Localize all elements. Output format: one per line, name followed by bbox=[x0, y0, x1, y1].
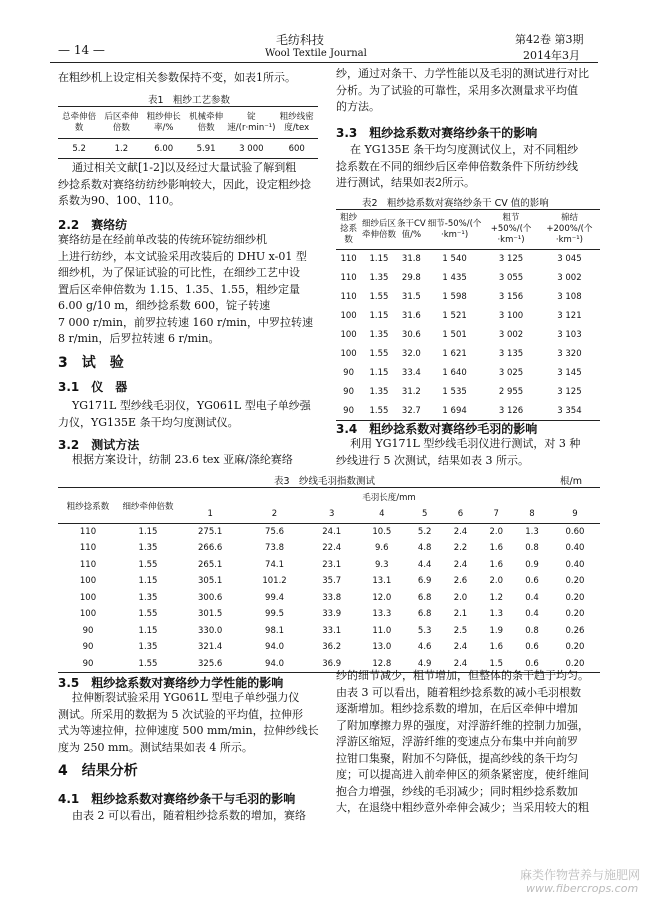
para8: 由表 2 可以看出，随着粗纱捻系数的增加，赛络 bbox=[72, 809, 306, 822]
table2-cell: 1 694 bbox=[442, 405, 467, 416]
para7-line: 拉伸断裂试验采用 YG061L 型电子单纱强力仪 bbox=[72, 691, 300, 704]
table3-cell: 2.4 bbox=[453, 658, 468, 669]
para2-line: 8 r/min，后罗拉转速 6 r/min。 bbox=[58, 332, 220, 345]
para2-line: 细纱机，为了保证试验的可比性，在细纱工艺中设 bbox=[58, 266, 300, 279]
table3-cell: 2.5 bbox=[453, 625, 468, 636]
table2-cell: 3 025 bbox=[498, 368, 524, 378]
table3-cell: 2.0 bbox=[489, 576, 503, 587]
table3-row bbox=[58, 590, 600, 607]
table2-cell: 1.15 bbox=[369, 254, 389, 265]
table3-cell: 23.1 bbox=[322, 559, 342, 570]
table3-cell: 0.6 bbox=[525, 642, 539, 653]
table2-header-cell: 细节-50%/(个·km⁻¹) bbox=[427, 218, 482, 240]
table3-cell: 33.8 bbox=[322, 592, 342, 603]
section-3-heading: 3 试 验 bbox=[58, 355, 124, 371]
table2-cell: 3 125 bbox=[498, 254, 524, 265]
table3-cell: 1.55 bbox=[138, 559, 158, 570]
table3-cell: 1.2 bbox=[489, 592, 503, 603]
para6-line: 纱线进行 5 次测试，结果如表 3 所示。 bbox=[336, 453, 529, 467]
table1-header-cell: 锭速/(r·min⁻¹) bbox=[227, 111, 276, 133]
table3-cell: 90 bbox=[82, 642, 94, 653]
table2-cell: 100 bbox=[340, 311, 357, 321]
para9-line: 拉钳口集聚，附加不匀降低，提高纱线的条干均匀 bbox=[336, 751, 578, 765]
table2-cell: 31.2 bbox=[401, 387, 421, 397]
table1-cell: 1.2 bbox=[114, 143, 129, 154]
table1-header-cell: 总牵伸倍数 bbox=[62, 111, 97, 133]
table2-cell: 1 540 bbox=[442, 254, 467, 265]
table3-row bbox=[58, 557, 600, 574]
para1-line: 通过相关文献[1-2]以及经过大量试验了解到粗 bbox=[72, 161, 297, 174]
table2-cell: 90 bbox=[343, 387, 354, 397]
table3-cell: 1.9 bbox=[489, 625, 503, 636]
table3-cell: 6.9 bbox=[417, 576, 432, 587]
table3-cell: 100 bbox=[79, 576, 97, 587]
table2-cell: 3 045 bbox=[557, 254, 582, 265]
issue-date: 2014年3月 bbox=[523, 49, 580, 62]
table2-cell: 1.35 bbox=[369, 330, 389, 340]
table2-cell: 3 100 bbox=[498, 311, 524, 321]
table3-row bbox=[58, 623, 600, 640]
watermark-url: www.fibercrops.com bbox=[526, 882, 639, 895]
table3-cell: 1.15 bbox=[138, 527, 158, 537]
table2-cell: 1 435 bbox=[442, 273, 467, 283]
table3-cell: 1.15 bbox=[138, 576, 158, 587]
table3-cell: 0.20 bbox=[565, 658, 585, 669]
table2-cell: 31.8 bbox=[401, 254, 421, 265]
table2-row bbox=[336, 364, 600, 383]
para1 bbox=[58, 160, 311, 210]
table1-header-cell: 机械牵伸倍数 bbox=[189, 111, 224, 133]
table3 bbox=[58, 487, 600, 673]
volume-issue: 第42卷 第3期 bbox=[515, 33, 584, 46]
table3-cell: 0.6 bbox=[525, 658, 539, 669]
table3-cell: 300.6 bbox=[198, 592, 223, 603]
table3-cell: 90 bbox=[82, 658, 94, 669]
para9-line: 由表 3 可以看出，随着粗纱捻系数的减小毛羽根数 bbox=[336, 685, 581, 699]
table2-cell: 1.55 bbox=[369, 349, 389, 359]
table2-header-cell: 棉结+200%/(个·km⁻¹) bbox=[546, 213, 593, 245]
table3-cell: 101.2 bbox=[262, 576, 287, 587]
table2-cell: 1.55 bbox=[369, 405, 389, 416]
table3-cell: 110 bbox=[79, 543, 97, 554]
para-top-line: 分析。为了试验的可靠性，采用多次测量求平均值 bbox=[336, 83, 578, 97]
table2-cell: 3 145 bbox=[557, 368, 582, 378]
table2-cell: 1 598 bbox=[442, 292, 467, 302]
table2-cell: 3 125 bbox=[557, 387, 582, 397]
para3 bbox=[58, 398, 311, 431]
table2-cell: 110 bbox=[340, 254, 357, 265]
table2-caption: 表2 粗纱捻系数对赛络纱条干 CV 值的影响 bbox=[362, 198, 549, 209]
para9-line: 抱合力增强，纱线的毛羽减少；同时粗纱捻系数加 bbox=[336, 784, 578, 798]
table3-cell: 110 bbox=[79, 527, 97, 537]
table3-cell: 275.1 bbox=[198, 527, 223, 537]
table3-cell: 75.6 bbox=[265, 527, 284, 537]
para7-line: 测试。所采用的数据为 5 次试验的平均值，拉伸形 bbox=[58, 707, 303, 721]
para9 bbox=[336, 668, 589, 817]
table2-cell: 3 108 bbox=[557, 292, 582, 302]
para9-line: 纱的细节减少，粗节增加，但整体的条干趋于均匀。 bbox=[336, 669, 589, 682]
section-4-1-heading: 4.1 粗纱捻系数对赛络纱条干与毛羽的影响 bbox=[58, 792, 296, 806]
table2-cell: 110 bbox=[340, 273, 357, 283]
table2-cell: 3 002 bbox=[557, 273, 582, 283]
table2-row bbox=[336, 288, 600, 307]
table3-cell: 110 bbox=[79, 559, 97, 570]
table2-cell: 32.0 bbox=[401, 349, 421, 359]
table2-row bbox=[336, 269, 600, 288]
para9-line: 浮游区缩短，浮游纤维的变速点分布集中并向前罗 bbox=[336, 735, 578, 748]
table3-length-header: 7 bbox=[493, 509, 499, 520]
table3-cell: 13.3 bbox=[372, 609, 392, 620]
table3-cell: 266.6 bbox=[198, 543, 223, 554]
table2-cell: 31.6 bbox=[401, 311, 421, 321]
table3-cell: 2.0 bbox=[489, 527, 503, 537]
page-number: — 14 — bbox=[58, 43, 105, 57]
table3-row bbox=[58, 540, 600, 557]
table3-cell: 0.9 bbox=[525, 559, 539, 570]
table3-cell: 12.0 bbox=[372, 592, 392, 603]
table2-cell: 3 320 bbox=[557, 349, 582, 359]
para5-line: 捻系数在不同的细纱后区牵伸倍数条件下所纺纱线 bbox=[336, 159, 578, 173]
para2-line: 置后区牵伸倍数为 1.15、1.35、1.55，粗纱定量 bbox=[58, 282, 300, 296]
table1-header-cell: 粗纱伸长率/% bbox=[146, 111, 181, 133]
table3-unit: 根/m bbox=[560, 476, 582, 487]
table3-cell: 1.3 bbox=[525, 527, 539, 537]
para3-line: 力仪，YG135E 条干均匀度测试仪。 bbox=[58, 415, 239, 429]
section-3-4-heading: 3.4 粗纱捻系数对赛络纱毛羽的影响 bbox=[336, 422, 538, 436]
para7-line: 式为等速拉伸，拉伸速度 500 mm/min，拉伸纱线长 bbox=[58, 724, 319, 737]
section-3-1-heading: 3.1 仪 器 bbox=[58, 380, 128, 394]
table3-cell: 1.6 bbox=[489, 642, 503, 653]
table2-row bbox=[336, 402, 600, 421]
table3-cell: 0.60 bbox=[565, 527, 585, 537]
table2-cell: 3 121 bbox=[557, 311, 582, 321]
table2-cell: 3 002 bbox=[498, 330, 524, 340]
section-3-3-heading: 3.3 粗纱捻系数对赛络纱条干的影响 bbox=[336, 126, 538, 140]
table2-cell: 1.35 bbox=[369, 387, 389, 397]
table2-cell: 32.7 bbox=[401, 405, 421, 416]
journal-title-en: Wool Textile Journal bbox=[265, 48, 367, 59]
table3-cell: 305.1 bbox=[198, 576, 223, 587]
table3-cell: 12.8 bbox=[372, 658, 392, 669]
table3-cell: 1.3 bbox=[489, 609, 503, 620]
table2-cell: 29.8 bbox=[401, 273, 421, 283]
table2-cell: 3 156 bbox=[498, 292, 524, 302]
table3-cell: 5.2 bbox=[417, 527, 432, 537]
para9-line: 大，在退绕中粗纱意外牵伸会减少；当采用较大的粗 bbox=[336, 801, 589, 814]
table2-header-cell: 细纱后区牵伸倍数 bbox=[361, 218, 396, 240]
table3-cell: 2.1 bbox=[453, 609, 468, 620]
table1 bbox=[58, 106, 318, 159]
table2 bbox=[336, 209, 600, 421]
table3-cell: 4.6 bbox=[417, 642, 432, 653]
table2-cell: 3 135 bbox=[498, 349, 524, 359]
table2-row bbox=[336, 345, 600, 364]
table3-cell: 0.20 bbox=[565, 609, 585, 620]
para7-line: 度为 250 mm。测试结果如表 4 所示。 bbox=[58, 740, 253, 754]
table2-cell: 1 621 bbox=[442, 349, 467, 359]
table3-length-header: 2 bbox=[271, 509, 278, 520]
table3-cell: 99.5 bbox=[265, 609, 284, 620]
para3-line: YG171L 型纱线毛羽仪，YG061L 型电子单纱强 bbox=[72, 399, 311, 412]
para6 bbox=[336, 436, 580, 469]
table2-cell: 1 640 bbox=[442, 368, 467, 378]
section-3-2-heading: 3.2 测试方法 bbox=[58, 438, 140, 452]
table2-cell: 2 955 bbox=[498, 387, 524, 397]
table2-row bbox=[336, 307, 600, 326]
table3-cell: 24.1 bbox=[322, 527, 342, 537]
section-3-5-heading: 3.5 粗纱捻系数对赛络纱力学性能的影响 bbox=[58, 676, 284, 690]
table3-cell: 1.35 bbox=[138, 543, 158, 554]
table3-cell: 325.6 bbox=[198, 658, 223, 669]
table3-cell: 265.1 bbox=[198, 559, 223, 570]
table2-cell: 3 103 bbox=[557, 330, 582, 340]
table3-cell: 0.40 bbox=[565, 559, 585, 570]
intro-text: 在粗纱机上设定相关参数保持不变，如表1所示。 bbox=[58, 71, 296, 84]
table3-row bbox=[58, 524, 600, 541]
table3-cell: 11.0 bbox=[372, 625, 392, 636]
table3-cell: 1.6 bbox=[489, 543, 503, 554]
table1-cell: 3 000 bbox=[239, 143, 264, 154]
table3-cell: 1.6 bbox=[489, 559, 503, 570]
para-top-line: 的方法。 bbox=[336, 100, 380, 113]
para6-line: 利用 YG171L 型纱线毛羽仪进行测试，对 3 种 bbox=[350, 437, 581, 450]
table3-cell: 5.3 bbox=[417, 625, 432, 636]
table3-cell: 301.5 bbox=[198, 609, 223, 620]
table3-cell: 90 bbox=[82, 625, 94, 636]
table2-cell: 33.4 bbox=[401, 368, 421, 378]
table3-cell: 2.4 bbox=[453, 642, 468, 653]
table3-cell: 4.4 bbox=[417, 559, 432, 570]
table3-length-header: 9 bbox=[572, 509, 578, 520]
table3-cell: 1.55 bbox=[138, 609, 158, 620]
table3-cell: 1.5 bbox=[489, 658, 503, 669]
para2-line: 6.00 g/10 m，细纱捻系数 600，锭子转速 bbox=[58, 299, 271, 312]
table3-cell: 1.35 bbox=[138, 642, 158, 653]
table3-cell: 100 bbox=[79, 592, 97, 603]
table2-cell: 1 535 bbox=[442, 387, 467, 397]
table2-cell: 110 bbox=[340, 292, 357, 302]
table2-cell: 1.55 bbox=[369, 292, 389, 302]
para1-line: 系数为90、100、110。 bbox=[58, 194, 180, 207]
table3-cell: 2.4 bbox=[453, 559, 468, 570]
table2-row bbox=[336, 250, 600, 269]
table3-cell: 4.9 bbox=[417, 658, 432, 669]
table3-cell: 2.6 bbox=[453, 576, 468, 587]
table2-cell: 3 055 bbox=[498, 273, 524, 283]
table3-cell: 0.26 bbox=[565, 625, 585, 636]
table3-cell: 6.8 bbox=[417, 592, 432, 603]
table3-cell: 0.20 bbox=[565, 642, 585, 653]
table3-cell: 0.8 bbox=[525, 625, 539, 636]
table1-cell: 5.2 bbox=[72, 143, 86, 154]
table3-length-header: 4 bbox=[379, 509, 385, 520]
table3-cell: 2.2 bbox=[453, 543, 468, 554]
table3-cell: 94.0 bbox=[265, 642, 284, 653]
table3-cell: 74.1 bbox=[265, 559, 284, 570]
table3-cell: 99.4 bbox=[265, 592, 284, 603]
table1-cell: 600 bbox=[288, 143, 305, 154]
table2-cell: 3 126 bbox=[498, 405, 524, 416]
table3-cell: 1.15 bbox=[138, 625, 158, 636]
section-2-2-heading: 2.2 赛络纺 bbox=[58, 218, 128, 232]
table2-row bbox=[336, 383, 600, 402]
table1-header-cell: 后区牵伸倍数 bbox=[104, 111, 139, 133]
table3-length-header: 1 bbox=[207, 509, 213, 520]
table1-cell: 6.00 bbox=[154, 143, 174, 154]
para9-line: 了附加摩擦力界的强度，对浮游纤维的控制力加强， bbox=[336, 718, 589, 732]
table3-cell: 98.1 bbox=[265, 625, 284, 636]
table2-cell: 100 bbox=[340, 349, 357, 359]
table3-cell: 0.6 bbox=[525, 576, 539, 587]
table2-cell: 1 501 bbox=[442, 330, 467, 340]
para9-line: 逐渐增加。粗纱捻系数的增加，在后区牵伸中增加 bbox=[336, 702, 578, 715]
para5-line: 在 YG135E 条干均匀度测试仪上，对不同粗纱 bbox=[350, 143, 579, 156]
table2-cell: 100 bbox=[340, 330, 357, 340]
table1-caption: 表1 粗纱工艺参数 bbox=[148, 95, 231, 106]
table3-cell: 321.4 bbox=[198, 642, 223, 653]
table3-row bbox=[58, 573, 600, 590]
para2-line: 赛络纺是在经前单改装的传统环锭纺细纱机 bbox=[58, 233, 267, 246]
table2-cell: 1.35 bbox=[369, 273, 389, 283]
table2-cell: 1 521 bbox=[442, 311, 467, 321]
table3-cell: 0.40 bbox=[565, 543, 585, 554]
table3-length-header: 5 bbox=[421, 509, 428, 520]
para7 bbox=[58, 690, 319, 756]
header-rule bbox=[50, 62, 598, 63]
table3-cell: 1.55 bbox=[138, 658, 158, 669]
table3-cell: 36.9 bbox=[322, 658, 342, 669]
table3-cell: 73.8 bbox=[265, 543, 284, 554]
para4: 根据方案设计，纺制 23.6 tex 亚麻/涤纶赛络 bbox=[72, 453, 293, 466]
table3-row bbox=[58, 639, 600, 656]
section-4-heading: 4 结果分析 bbox=[58, 763, 138, 779]
para-top-line: 纱，通过对条干、力学性能以及毛羽的测试进行对比 bbox=[336, 67, 589, 80]
table2-header-cell: 条干CV值/% bbox=[397, 218, 426, 240]
table3-cell: 0.20 bbox=[565, 592, 585, 603]
table2-row bbox=[336, 326, 600, 345]
para2-line: 上进行纺纱，本文试验采用改装后的 DHU x-01 型 bbox=[58, 249, 307, 263]
table3-length-header: 3 bbox=[329, 509, 335, 520]
table3-length-header: 6 bbox=[457, 509, 464, 520]
table3-cell: 2.4 bbox=[453, 527, 468, 537]
table3-header-draft: 细纱牵伸倍数 bbox=[122, 501, 174, 512]
watermark-cn: 麻类作物营养与施肥网 bbox=[520, 868, 641, 882]
table3-cell: 1.35 bbox=[138, 592, 158, 603]
table3-cell: 22.4 bbox=[322, 543, 342, 554]
table1-header-cell: 粗纱线密度/tex bbox=[279, 111, 314, 133]
table3-cell: 6.8 bbox=[417, 609, 432, 620]
para1-line: 纱捻系数对赛络纺纺纱影响较大，因此，设定粗纱捻 bbox=[58, 177, 311, 191]
para5 bbox=[336, 142, 578, 192]
table3-cell: 0.20 bbox=[565, 576, 585, 587]
table3-cell: 330.0 bbox=[198, 625, 223, 636]
table1-cell: 5.91 bbox=[196, 143, 216, 154]
table3-cell: 0.4 bbox=[525, 592, 539, 603]
table3-cell: 13.0 bbox=[372, 642, 392, 653]
table3-caption: 表3 纱线毛羽指数测试 bbox=[274, 476, 376, 487]
para9-line: 度；可以提高进入前牵伸区的须条紧密度，使纤维间 bbox=[336, 768, 589, 781]
table2-cell: 1.15 bbox=[369, 368, 389, 378]
table3-cell: 13.1 bbox=[372, 576, 392, 587]
table3-row bbox=[58, 606, 600, 623]
table2-cell: 90 bbox=[343, 368, 354, 378]
table2-cell: 90 bbox=[343, 405, 354, 416]
table2-header-cell: 粗纱捻系数 bbox=[340, 213, 358, 245]
table3-cell: 33.1 bbox=[322, 625, 342, 636]
table3-cell: 94.0 bbox=[265, 658, 284, 669]
table2-header-cell: 粗节+50%/(个·km⁻¹) bbox=[490, 213, 532, 245]
para2 bbox=[58, 232, 313, 348]
table3-header-twist: 粗纱捻系数 bbox=[66, 501, 110, 512]
table3-cell: 0.8 bbox=[525, 543, 539, 554]
table2-cell: 30.6 bbox=[401, 330, 421, 340]
table3-length-header: 8 bbox=[529, 509, 535, 520]
table3-cell: 100 bbox=[79, 609, 97, 620]
table3-cell: 9.6 bbox=[375, 543, 389, 554]
table3-header-group: 毛羽长度/mm bbox=[362, 492, 416, 503]
table3-cell: 9.3 bbox=[375, 559, 389, 570]
table3-cell: 33.9 bbox=[322, 609, 342, 620]
table2-cell: 31.5 bbox=[401, 292, 421, 302]
table3-cell: 10.5 bbox=[372, 527, 392, 537]
table2-cell: 1.15 bbox=[369, 311, 389, 321]
table3-cell: 35.7 bbox=[322, 576, 342, 587]
table3-cell: 4.8 bbox=[417, 543, 432, 554]
table3-cell: 36.2 bbox=[322, 642, 342, 653]
table3-cell: 0.4 bbox=[525, 609, 539, 620]
para-top-right bbox=[336, 66, 589, 116]
para2-line: 7 000 r/min，前罗拉转速 160 r/min，中罗拉转速 bbox=[58, 315, 313, 329]
table2-cell: 3 354 bbox=[557, 405, 582, 416]
para5-line: 进行测试，结果如表2所示。 bbox=[336, 176, 475, 189]
table3-cell: 2.0 bbox=[453, 592, 468, 603]
journal-title-cn: 毛纺科技 bbox=[276, 33, 325, 47]
